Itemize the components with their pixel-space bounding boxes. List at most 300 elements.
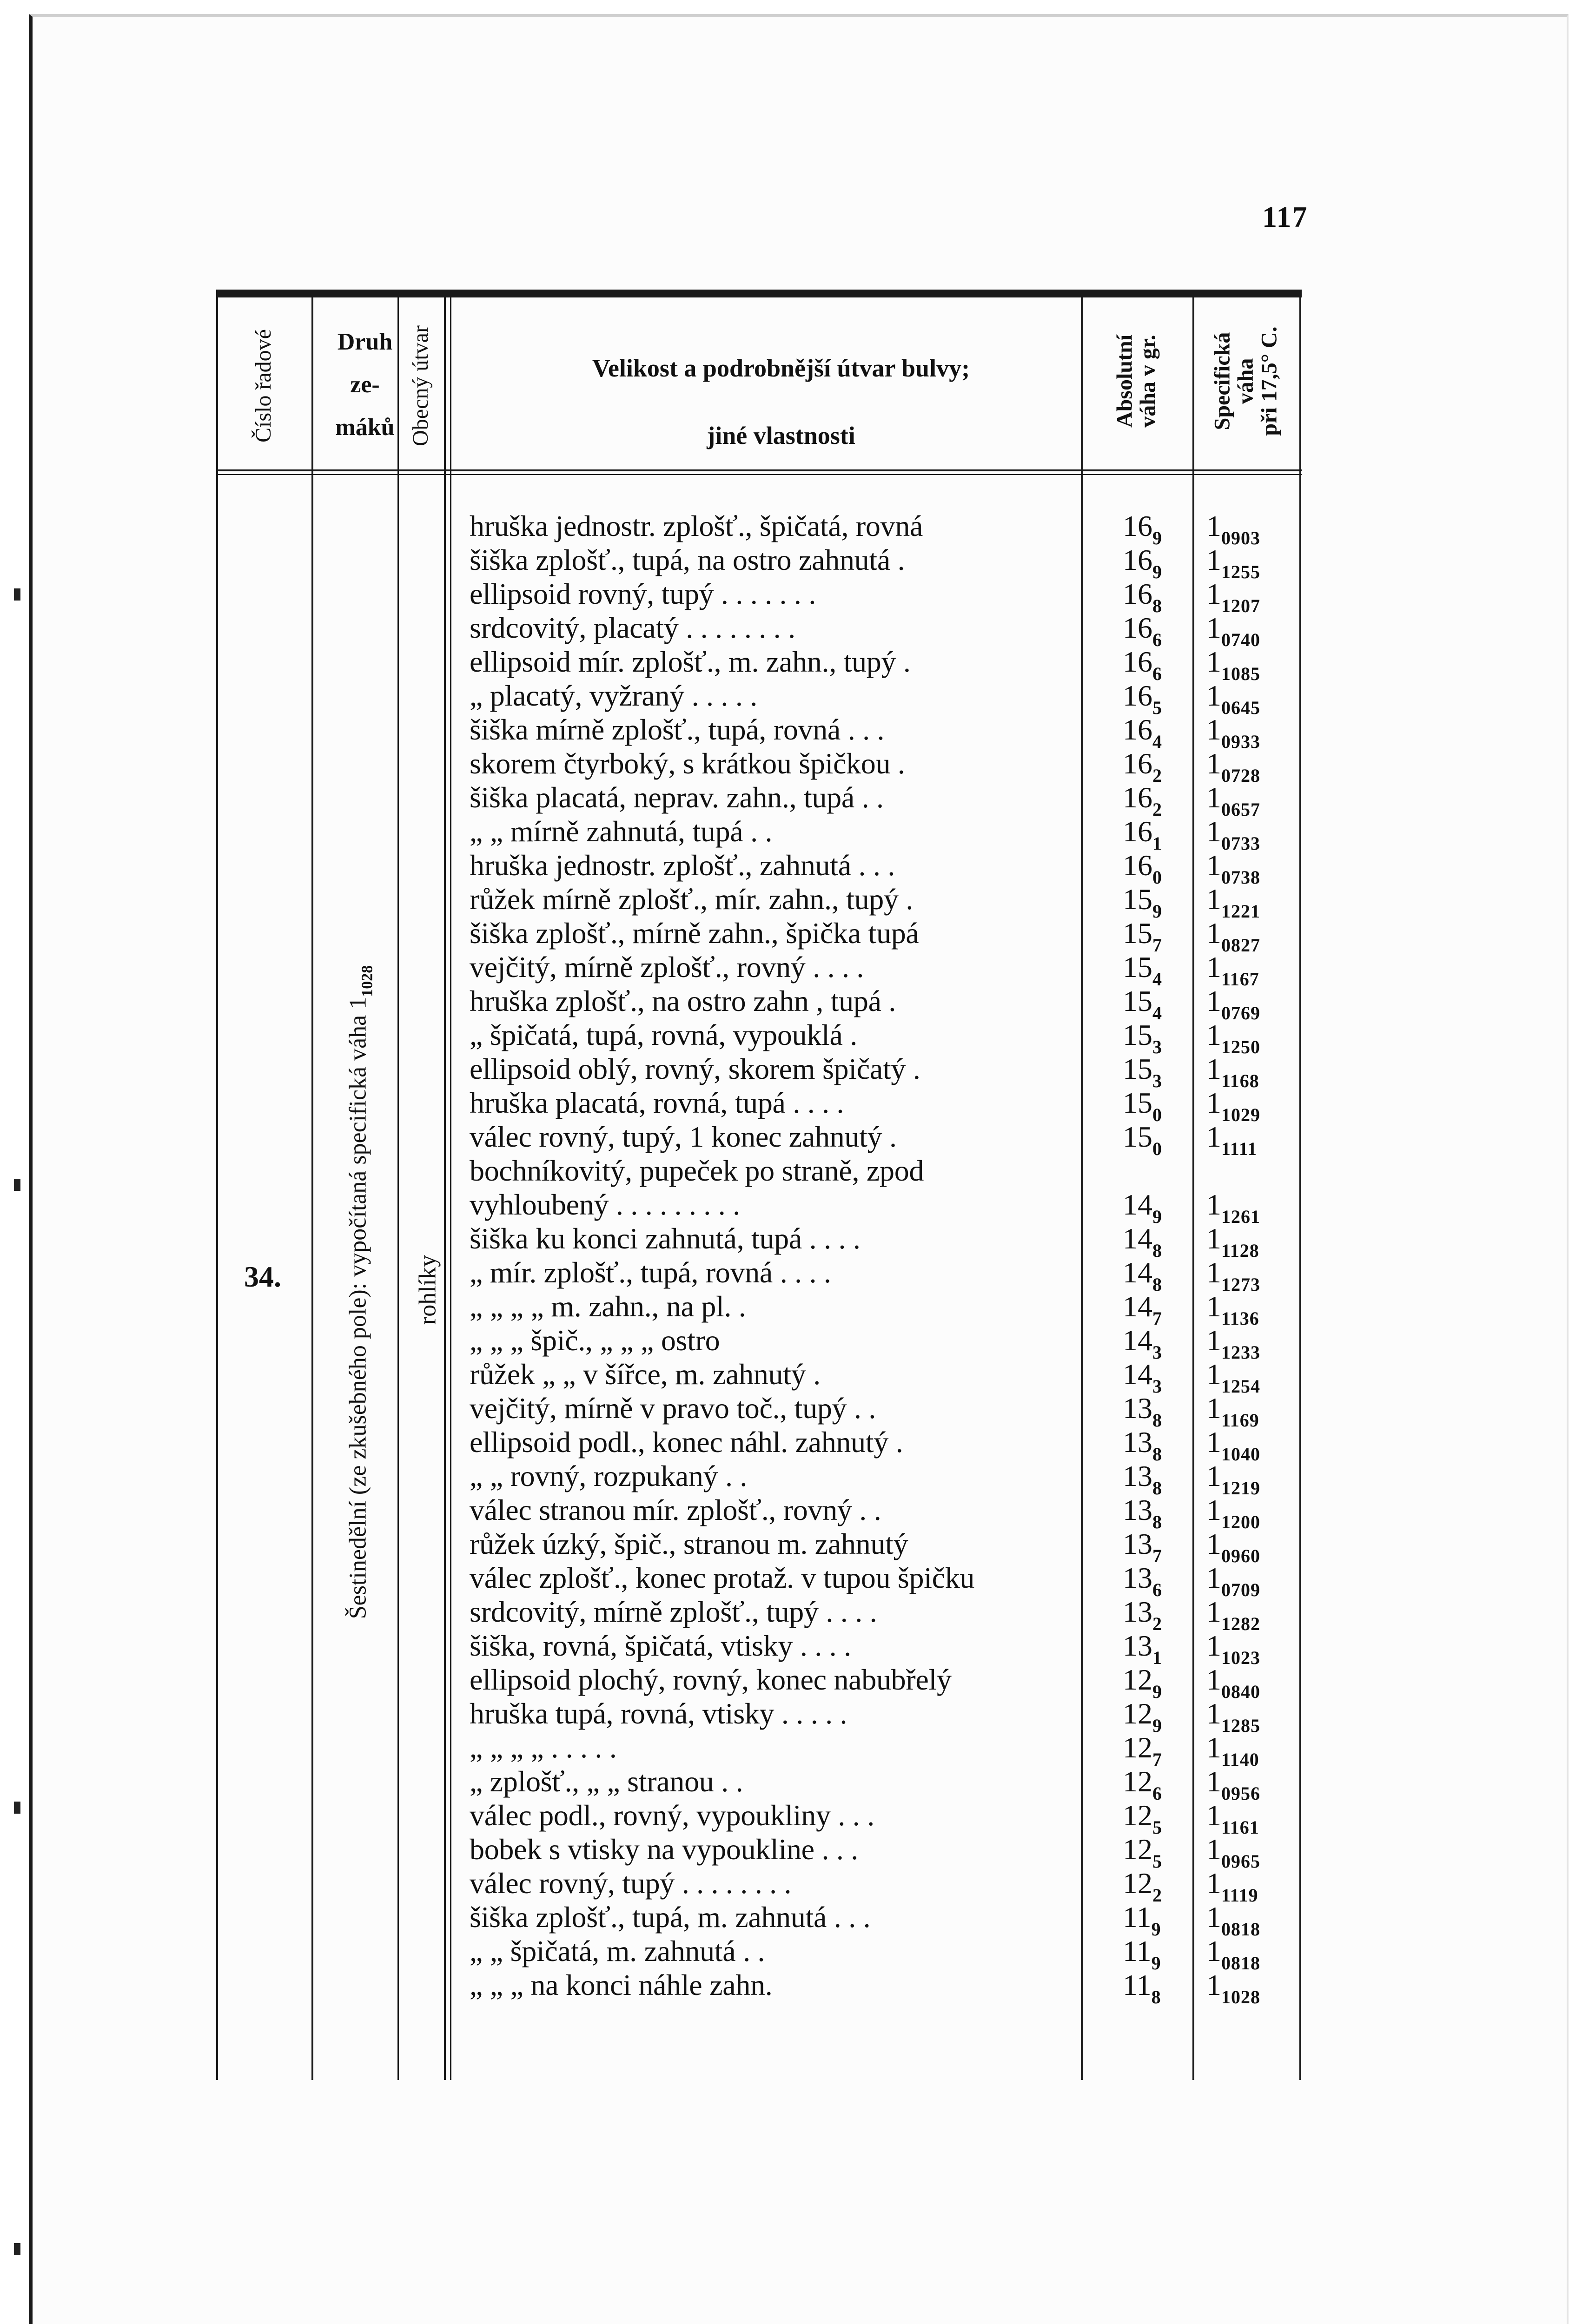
absolute-weight-sub: 4	[1152, 731, 1162, 752]
specific-weight	[1206, 1459, 1260, 1497]
absolute-weight-main: 11	[1123, 1901, 1152, 1934]
tuber-description: vyhloubený . . . . . . . . .	[470, 1188, 740, 1221]
specific-weight-main: 1	[1206, 1765, 1221, 1798]
specific-weight-sub: 0657	[1221, 799, 1260, 820]
absolute-weight	[1123, 1866, 1162, 1904]
tuber-description: válec rovný, tupý . . . . . . . .	[470, 1867, 792, 1900]
table-row	[470, 1086, 1306, 1125]
specific-weight	[1206, 1289, 1259, 1327]
specific-weight-main: 1	[1206, 1968, 1221, 2001]
specific-weight-main: 1	[1206, 577, 1221, 610]
header-druh: Druh ze- máků	[335, 329, 395, 441]
absolute-weight-sub: 7	[1152, 935, 1162, 956]
absolute-weight-main: 14	[1123, 1324, 1152, 1357]
tuber-description: růžek úzký, špič., stranou m. zahnutý	[470, 1527, 908, 1560]
tuber-description: „ „ „ „ . . . . .	[470, 1731, 617, 1764]
absolute-weight-sub: 9	[1152, 1715, 1162, 1736]
absolute-weight-sub: 4	[1152, 969, 1162, 990]
column-divider	[450, 297, 451, 2080]
absolute-weight-main: 14	[1123, 1222, 1152, 1255]
tuber-description: „ „ špičatá, m. zahnutá . .	[470, 1934, 765, 1967]
absolute-weight-main: 13	[1123, 1493, 1152, 1526]
absolute-weight-main: 16	[1123, 781, 1152, 814]
header-specificka: Specifická váha při 17,5° C.	[1210, 326, 1282, 436]
table-row	[470, 1798, 1306, 1838]
absolute-weight-sub: 8	[1152, 1410, 1162, 1431]
specific-weight-main: 1	[1206, 883, 1221, 916]
specific-weight-main: 1	[1206, 1833, 1221, 1866]
specific-weight-main: 1	[1206, 1358, 1221, 1391]
absolute-weight-sub: 8	[1152, 595, 1162, 616]
absolute-weight-sub: 0	[1152, 867, 1162, 888]
specific-weight-main: 1	[1206, 611, 1221, 644]
specific-weight-sub: 1029	[1221, 1104, 1260, 1125]
column-divider	[311, 297, 313, 2080]
absolute-weight	[1123, 1968, 1161, 2006]
table-row	[470, 611, 1306, 650]
absolute-weight-sub: 0	[1152, 1138, 1162, 1159]
specific-weight-main: 1	[1206, 1426, 1221, 1459]
tuber-description: šiška mírně zplošť., tupá, rovná . . .	[470, 713, 885, 746]
absolute-weight-main: 12	[1123, 1833, 1152, 1866]
tuber-description: růžek „ „ v šířce, m. zahnutý .	[470, 1358, 821, 1391]
absolute-weight-main: 15	[1123, 1018, 1152, 1051]
tuber-description: „ „ „ špič., „ „ „ ostro	[470, 1324, 720, 1357]
absolute-weight	[1123, 814, 1162, 852]
tuber-description: šiška zplošť., tupá, m. zahnutá . . .	[470, 1901, 871, 1934]
tuber-description: „ mír. zplošť., tupá, rovná . . . .	[470, 1256, 831, 1289]
specific-weight	[1206, 1527, 1260, 1565]
specific-weight-sub: 1040	[1221, 1444, 1260, 1465]
table-row	[470, 1459, 1306, 1499]
absolute-weight	[1123, 509, 1162, 547]
absolute-weight	[1123, 1289, 1162, 1327]
specific-weight-sub: 0818	[1221, 1953, 1260, 1974]
table-row	[470, 1052, 1306, 1091]
specific-weight-main: 1	[1206, 1595, 1221, 1628]
specific-weight	[1206, 1357, 1260, 1395]
specific-weight-main: 1	[1206, 951, 1221, 984]
absolute-weight-main: 12	[1123, 1731, 1152, 1764]
specific-weight-sub: 1250	[1221, 1037, 1260, 1057]
tuber-description: vejčitý, mírně zplošť., rovný . . . .	[470, 951, 864, 984]
absolute-weight	[1123, 543, 1162, 581]
absolute-weight	[1123, 1357, 1162, 1395]
absolute-weight-main: 16	[1123, 849, 1152, 882]
absolute-weight-main: 15	[1123, 951, 1152, 984]
specific-weight	[1206, 1323, 1260, 1361]
specific-weight-main: 1	[1206, 1663, 1221, 1696]
absolute-weight-main: 15	[1123, 883, 1152, 916]
absolute-weight-sub: 3	[1152, 1342, 1162, 1363]
specific-weight-main: 1	[1206, 713, 1221, 746]
specific-weight-sub: 0728	[1221, 765, 1260, 786]
absolute-weight	[1123, 1188, 1162, 1225]
specific-weight	[1206, 1832, 1260, 1870]
absolute-weight-sub: 9	[1152, 1206, 1162, 1227]
absolute-weight-sub: 5	[1152, 1817, 1162, 1838]
absolute-weight-main: 13	[1123, 1595, 1152, 1628]
table-row	[470, 1120, 1306, 1159]
specific-weight-main: 1	[1206, 1697, 1221, 1730]
absolute-weight	[1123, 1493, 1162, 1531]
tuber-description: „ „ „ „ m. zahn., na pl. .	[470, 1290, 746, 1323]
specific-weight-main: 1	[1206, 679, 1221, 712]
specific-weight	[1206, 1697, 1260, 1734]
absolute-weight	[1123, 713, 1162, 750]
specific-weight-sub: 0645	[1221, 697, 1260, 718]
header-cislo: Číslo řadové	[251, 329, 276, 442]
specific-weight-main: 1	[1206, 781, 1221, 814]
table-row	[470, 882, 1306, 922]
table-row	[470, 679, 1306, 718]
absolute-weight-main: 16	[1123, 611, 1152, 644]
absolute-weight-sub: 6	[1152, 663, 1162, 684]
tuber-description: „ špičatá, tupá, rovná, vypouklá .	[470, 1018, 857, 1051]
tuber-description: „ „ rovný, rozpukaný . .	[470, 1459, 748, 1492]
table-row	[470, 1629, 1306, 1668]
absolute-weight	[1123, 1391, 1162, 1429]
specific-weight-main: 1	[1206, 1934, 1221, 1967]
absolute-weight	[1123, 1255, 1162, 1293]
specific-weight-main: 1	[1206, 984, 1221, 1017]
absolute-weight-sub: 9	[1151, 1919, 1161, 1940]
absolute-weight	[1123, 1018, 1162, 1056]
specific-weight-sub: 0709	[1221, 1579, 1260, 1600]
column-divider	[397, 297, 399, 2080]
binding-mark	[14, 2243, 20, 2255]
absolute-weight-sub: 3	[1152, 1376, 1162, 1397]
table-row	[470, 950, 1306, 990]
specific-weight	[1206, 1120, 1257, 1157]
absolute-weight	[1123, 1900, 1161, 1938]
absolute-weight-sub: 7	[1152, 1308, 1162, 1329]
shape-label: rohlíky	[414, 1254, 441, 1325]
specific-weight	[1206, 882, 1260, 920]
specific-weight-sub: 1085	[1221, 663, 1260, 684]
absolute-weight	[1123, 1086, 1162, 1123]
specific-weight-sub: 1119	[1221, 1885, 1258, 1906]
group-number: 34.	[244, 1260, 281, 1293]
absolute-weight-main: 11	[1123, 1934, 1152, 1967]
specific-weight	[1206, 577, 1260, 614]
table-row	[470, 1154, 1306, 1188]
specific-weight	[1206, 780, 1260, 818]
table-top-rule	[216, 290, 1302, 297]
absolute-weight-sub: 4	[1152, 1003, 1162, 1023]
absolute-weight-sub: 8	[1151, 1987, 1161, 2007]
table-row	[470, 746, 1306, 786]
specific-weight-sub: 1168	[1221, 1070, 1259, 1091]
column-divider	[444, 297, 446, 2080]
tuber-description: šiška, rovná, špičatá, vtisky . . . .	[470, 1629, 851, 1662]
tuber-description: šiška ku konci zahnutá, tupá . . . .	[470, 1222, 861, 1255]
absolute-weight-sub: 9	[1152, 1681, 1162, 1702]
tuber-description: válec rovný, tupý, 1 konec zahnutý .	[470, 1120, 897, 1153]
specific-weight-main: 1	[1206, 1222, 1221, 1255]
specific-weight	[1206, 1900, 1260, 1938]
specific-weight-main: 1	[1206, 1731, 1221, 1764]
tuber-description: válec zplošť., konec protaž. v tupou špičku	[470, 1561, 975, 1594]
tuber-description: růžek mírně zplošť., mír. zahn., tupý .	[470, 883, 914, 916]
absolute-weight-main: 16	[1123, 679, 1152, 712]
specific-weight-main: 1	[1206, 645, 1221, 678]
absolute-weight	[1123, 1629, 1162, 1666]
absolute-weight	[1123, 1595, 1162, 1632]
specific-weight	[1206, 1561, 1260, 1598]
specific-weight	[1206, 543, 1260, 581]
table-body	[470, 509, 1306, 2007]
absolute-weight-main: 15	[1123, 984, 1152, 1017]
tuber-description: bochníkovitý, pupeček po straně, zpod	[470, 1154, 924, 1187]
tuber-description: ellipsoid mír. zplošť., m. zahn., tupý .	[470, 645, 911, 678]
specific-weight-main: 1	[1206, 1188, 1221, 1221]
absolute-weight-main: 16	[1123, 815, 1152, 848]
specific-weight-main: 1	[1206, 1867, 1221, 1900]
absolute-weight-main: 16	[1123, 577, 1152, 610]
specific-weight	[1206, 1221, 1259, 1259]
specific-weight-sub: 1128	[1221, 1240, 1259, 1261]
specific-weight-main: 1	[1206, 849, 1221, 882]
specific-weight	[1206, 1629, 1260, 1666]
absolute-weight-sub: 9	[1151, 1953, 1161, 1974]
specific-weight-main: 1	[1206, 747, 1221, 780]
specific-weight	[1206, 713, 1260, 750]
absolute-weight-sub: 9	[1152, 901, 1162, 922]
specific-weight-sub: 0903	[1221, 528, 1260, 548]
specific-weight-main: 1	[1206, 1120, 1221, 1153]
absolute-weight-sub: 2	[1152, 1885, 1162, 1906]
tuber-description: srdcovitý, mírně zplošť., tupý . . . .	[470, 1595, 877, 1628]
specific-weight-sub: 0769	[1221, 1003, 1260, 1023]
tuber-description: šiška zplošť., mírně zahn., špička tupá	[470, 917, 919, 950]
specific-weight-sub: 1254	[1221, 1376, 1260, 1397]
table-row	[470, 1527, 1306, 1566]
header-bottom-rule	[216, 469, 1302, 471]
specific-weight	[1206, 848, 1260, 886]
tuber-description: hruška jednostr. zplošť., zahnutá . . .	[470, 849, 895, 882]
tuber-description: vejčitý, mírně v pravo toč., tupý . .	[470, 1392, 876, 1425]
specific-weight-main: 1	[1206, 1290, 1221, 1323]
table-row	[470, 1730, 1306, 1770]
absolute-weight-sub: 1	[1152, 833, 1162, 854]
specific-weight-main: 1	[1206, 1527, 1221, 1560]
specific-weight-sub: 0960	[1221, 1545, 1260, 1566]
tuber-description: „ „ „ na konci náhle zahn.	[470, 1968, 773, 2001]
tuber-description: ellipsoid oblý, rovný, skorem špičatý .	[470, 1052, 920, 1085]
specific-weight-sub: 1273	[1221, 1274, 1260, 1295]
absolute-weight	[1123, 848, 1162, 886]
specific-weight	[1206, 645, 1260, 682]
table-row	[470, 1764, 1306, 1804]
absolute-weight	[1123, 1527, 1162, 1565]
specific-weight-sub: 1023	[1221, 1647, 1260, 1668]
absolute-weight-sub: 9	[1152, 528, 1162, 548]
specific-weight	[1206, 1188, 1260, 1225]
specific-weight	[1206, 746, 1260, 784]
absolute-weight	[1123, 1730, 1162, 1768]
absolute-weight	[1123, 1425, 1162, 1463]
absolute-weight	[1123, 1561, 1162, 1598]
absolute-weight-sub: 8	[1152, 1512, 1162, 1532]
specific-weight	[1206, 1493, 1260, 1531]
absolute-weight	[1123, 1764, 1162, 1802]
absolute-weight	[1123, 679, 1162, 716]
specific-weight-sub: 1200	[1221, 1512, 1260, 1532]
header-absolutni: Absolutní váha v gr.	[1112, 334, 1160, 428]
specific-weight-sub: 1161	[1221, 1817, 1259, 1838]
absolute-weight-sub: 2	[1152, 799, 1162, 820]
absolute-weight-sub: 2	[1152, 1613, 1162, 1634]
specific-weight	[1206, 1018, 1260, 1056]
absolute-weight	[1123, 577, 1162, 614]
specific-weight-sub: 1285	[1221, 1715, 1260, 1736]
table-row	[470, 1900, 1306, 1940]
absolute-weight-sub: 9	[1152, 561, 1162, 582]
absolute-weight-sub: 0	[1152, 1104, 1162, 1125]
specific-weight	[1206, 679, 1260, 716]
specific-weight	[1206, 1663, 1260, 1700]
table-row	[470, 1425, 1306, 1465]
specific-weight	[1206, 1595, 1260, 1632]
binding-mark	[14, 1802, 20, 1814]
specific-weight-sub: 1261	[1221, 1206, 1260, 1227]
specific-weight	[1206, 611, 1260, 648]
header-velikost: Velikost a podrobnější útvar bulvy; jiné vlastnosti	[592, 354, 970, 449]
absolute-weight	[1123, 1697, 1162, 1734]
table-row	[470, 814, 1306, 854]
absolute-weight-main: 12	[1123, 1799, 1152, 1832]
absolute-weight-main: 13	[1123, 1561, 1152, 1594]
specific-weight-main: 1	[1206, 1901, 1221, 1934]
absolute-weight-sub: 8	[1152, 1444, 1162, 1465]
specific-weight-sub: 0933	[1221, 731, 1260, 752]
specific-weight-sub: 1282	[1221, 1613, 1260, 1634]
absolute-weight-sub: 5	[1152, 697, 1162, 718]
absolute-weight	[1123, 645, 1162, 682]
specific-weight-main: 1	[1206, 1052, 1221, 1085]
absolute-weight-sub: 8	[1152, 1478, 1162, 1499]
specific-weight	[1206, 1968, 1260, 2006]
specific-weight-main: 1	[1206, 815, 1221, 848]
specific-weight-sub: 0740	[1221, 629, 1260, 650]
absolute-weight-main: 14	[1123, 1188, 1152, 1221]
absolute-weight-main: 16	[1123, 509, 1152, 542]
absolute-weight-main: 15	[1123, 1052, 1152, 1085]
header-obecny: Obecný útvar	[408, 325, 433, 446]
specific-weight-sub: 0965	[1221, 1851, 1260, 1872]
tuber-description: „ zplošť., „ „ stranou . .	[470, 1765, 743, 1798]
specific-weight-main: 1	[1206, 509, 1221, 542]
absolute-weight-main: 14	[1123, 1290, 1152, 1323]
absolute-weight-main: 15	[1123, 917, 1152, 950]
specific-weight-sub: 1169	[1221, 1410, 1259, 1431]
specific-weight	[1206, 814, 1260, 852]
tuber-description: válec stranou mír. zplošť., rovný . .	[470, 1493, 881, 1526]
tuber-description: ellipsoid podl., konec náhl. zahnutý .	[470, 1426, 903, 1459]
absolute-weight-main: 12	[1123, 1867, 1152, 1900]
page-number: 117	[1262, 200, 1308, 233]
table-row	[470, 543, 1306, 582]
specific-weight-main: 1	[1206, 1256, 1221, 1289]
absolute-weight	[1123, 746, 1162, 784]
specific-weight	[1206, 1934, 1260, 1972]
table-row	[470, 984, 1306, 1023]
specific-weight-sub: 1111	[1221, 1138, 1258, 1159]
absolute-weight-main: 15	[1123, 1086, 1152, 1119]
specific-weight-main: 1	[1206, 1493, 1221, 1526]
table-row	[470, 577, 1306, 616]
tuber-description: skorem čtyrboký, s krátkou špičkou .	[470, 747, 905, 780]
column-divider	[216, 297, 218, 2080]
table-row	[470, 1221, 1306, 1261]
table-row	[470, 1866, 1306, 1906]
absolute-weight-main: 14	[1123, 1256, 1152, 1289]
absolute-weight-main: 16	[1123, 713, 1152, 746]
absolute-weight-sub: 7	[1152, 1749, 1162, 1770]
specific-weight-sub: 1255	[1221, 561, 1260, 582]
absolute-weight	[1123, 1323, 1162, 1361]
table-row	[470, 916, 1306, 956]
absolute-weight-sub: 3	[1152, 1070, 1162, 1091]
specific-weight-sub: 1233	[1221, 1342, 1260, 1363]
absolute-weight-main: 13	[1123, 1392, 1152, 1425]
specific-weight	[1206, 1052, 1259, 1089]
specific-weight-sub: 1140	[1221, 1749, 1259, 1770]
specific-weight-main: 1	[1206, 1629, 1221, 1662]
specific-weight	[1206, 984, 1260, 1022]
specific-weight-main: 1	[1206, 1324, 1221, 1357]
header-bottom-rule	[216, 474, 1302, 475]
table-row	[470, 1561, 1306, 1600]
absolute-weight-main: 12	[1123, 1697, 1152, 1730]
specific-weight	[1206, 1391, 1259, 1429]
absolute-weight-main: 13	[1123, 1426, 1152, 1459]
binding-mark	[14, 588, 20, 601]
absolute-weight-main: 16	[1123, 543, 1152, 576]
table-row	[470, 1595, 1306, 1634]
absolute-weight	[1123, 950, 1162, 988]
absolute-weight	[1123, 611, 1162, 648]
table-row	[470, 1968, 1306, 2007]
absolute-weight-sub: 8	[1152, 1274, 1162, 1295]
specific-weight-main: 1	[1206, 1459, 1221, 1492]
tuber-description: ellipsoid plochý, rovný, konec nabubřelý	[470, 1663, 952, 1696]
specific-weight-main: 1	[1206, 1018, 1221, 1051]
tuber-description: hruška tupá, rovná, vtisky . . . . .	[470, 1697, 847, 1730]
absolute-weight-main: 13	[1123, 1459, 1152, 1492]
specific-weight-sub: 0827	[1221, 935, 1260, 956]
binding-mark	[14, 1179, 20, 1191]
absolute-weight-main: 13	[1123, 1527, 1152, 1560]
absolute-weight-sub: 6	[1152, 1783, 1162, 1804]
absolute-weight-main: 14	[1123, 1358, 1152, 1391]
absolute-weight	[1123, 780, 1162, 818]
absolute-weight-sub: 8	[1152, 1240, 1162, 1261]
table-row	[470, 1188, 1306, 1227]
specific-weight-main: 1	[1206, 1799, 1221, 1832]
absolute-weight-main: 12	[1123, 1765, 1152, 1798]
tuber-description: ellipsoid rovný, tupý . . . . . . .	[470, 577, 816, 610]
tuber-description: „ placatý, vyžraný . . . . .	[470, 679, 757, 712]
tuber-description: hruška zplošť., na ostro zahn , tupá .	[470, 984, 896, 1017]
absolute-weight-sub: 6	[1152, 1579, 1162, 1600]
specific-weight	[1206, 1425, 1260, 1463]
table-row	[470, 1391, 1306, 1431]
specific-weight-sub: 1221	[1221, 901, 1260, 922]
table-row	[470, 1697, 1306, 1736]
variety-label: Šestinedělní (ze zkušebného pole): vypočítaná specifická váha $1_{1028}$	[344, 965, 376, 1619]
